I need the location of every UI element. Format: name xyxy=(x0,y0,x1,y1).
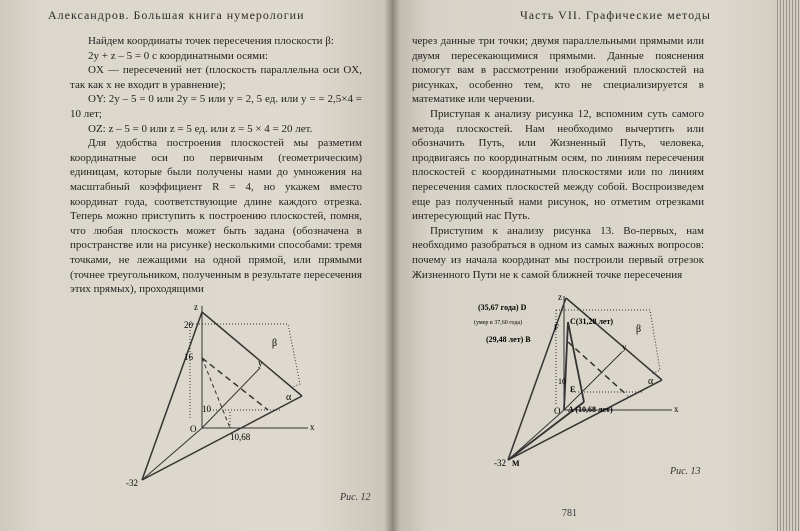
y-tick-10: 10 xyxy=(202,404,211,414)
point-c-label: C(31,28 лет) xyxy=(570,317,614,326)
right-running-head: Часть VII. Графические методы xyxy=(520,8,711,22)
paragraph: 2y + z – 5 = 0 с координатными осями: xyxy=(88,49,269,62)
paragraph: OY: 2y – 5 = 0 или 2y = 5 или y = 2, 5 ед. или y = = 2,5×4 = 10 лет; xyxy=(70,93,362,120)
book-gutter xyxy=(384,0,400,531)
left-page xyxy=(0,0,392,531)
page-number: 781 xyxy=(562,508,577,519)
figure-12 xyxy=(110,300,370,500)
y-axis-label: y xyxy=(622,342,627,352)
paragraph: Приступая к анализу рисунка 12, вспомним суть самого метода плоскостей. Нам необходимо вычертить или обозначить Путь, или Жизненный Путь, человека, продвигаясь по координатным осям, по линиям пересечения плоскостей с координатными плоскостями или по линиям пересечения самих плоскостей между собой. Воспроизведем еще раз полученный нами рисунок, но отметим отрезками интересующий нас Путь. xyxy=(412,107,704,223)
path-segment xyxy=(564,322,568,410)
alpha-label: α xyxy=(286,392,292,403)
y-axis xyxy=(564,352,622,410)
page-edges xyxy=(777,0,800,531)
z-tick-16: 16 xyxy=(184,352,193,362)
point-a-label: A (10,68 лет) xyxy=(568,405,613,414)
dashed-line xyxy=(202,358,230,428)
triangle-edge xyxy=(142,312,202,480)
paragraph: OZ: z – 5 = 0 или z = 5 ед. или z = 5 × 4 = 20 лет. xyxy=(88,122,313,135)
z-axis-label: z xyxy=(558,292,562,302)
figure-13 xyxy=(472,292,752,482)
z-axis-label: z xyxy=(194,302,198,312)
plane-beta xyxy=(190,324,300,388)
x-axis-label: x xyxy=(310,422,315,432)
point-f-label: F xyxy=(554,323,559,332)
left-running-head: Александров. Большая книга нумерологии xyxy=(48,8,305,22)
paragraph: Для удобства построения плоскостей мы разметим координатные оси по первичным (геометрическим) единицам, которые были получены нами до умножения на масштабный коэффициент R = 4, но укажем вместо координат года, соответствующие длине каждого отрезка. Теперь можно приступить к построению плоскостей, помня, что любая плоскость может быть задана (обозначена в пространстве или на рисунке) несколькими способами: тремя точками, не лежащими на одной прямой, или прямыми (точнее треугольником, полученным в результате пересечения этих прямых), проходящими xyxy=(70,137,362,296)
point-e-label: E xyxy=(570,385,576,394)
point-m-label: M xyxy=(512,459,520,468)
origin-label: O xyxy=(554,406,561,416)
y-tick-10: 10 xyxy=(558,377,566,386)
right-page xyxy=(392,0,777,531)
left-text-block xyxy=(70,34,362,297)
x-tick-1068: 10,68 xyxy=(230,432,251,442)
point-d-label: (35,67 года) D xyxy=(478,303,527,312)
figure-12-caption: Рис. 12 xyxy=(340,492,371,503)
beta-label: β xyxy=(636,324,642,335)
z-negative-label: -32 xyxy=(126,478,138,488)
paragraph: OX — пересечений нет (плоскость параллельна оси OX, так как х не входит в уравнение); xyxy=(70,64,362,91)
beta-label: β xyxy=(272,338,278,349)
z-tick-20: 20 xyxy=(184,320,193,330)
alpha-label: α xyxy=(648,376,654,387)
x-axis-label: x xyxy=(674,404,679,414)
paragraph: Приступим к анализу рисунка 13. Во-первых, нам необходимо разобраться в одном из самых важных вопросов: почему из начала координат мы построили первый отрезок Жизненного Пути не к самой ближней точке пересечения xyxy=(412,224,704,281)
death-age-note: (умер в 37,60 года) xyxy=(474,320,523,326)
origin-label: O xyxy=(190,424,197,434)
y-axis-label: y xyxy=(258,358,263,368)
z-negative-label: -32 xyxy=(494,458,506,468)
point-b-label: (29,48 лет) B xyxy=(486,335,531,344)
right-text-block xyxy=(412,34,704,282)
paragraph: Найдем координаты точек пересечения плоскости β: xyxy=(88,35,334,47)
figure-13-caption: Рис. 13 xyxy=(670,466,701,477)
triangle-edge xyxy=(202,312,302,396)
triangle-edge xyxy=(142,396,302,480)
y-axis xyxy=(202,368,260,428)
paragraph: через данные три точки; двумя параллельными прямыми или двумя пересекающимися прямыми. Данные пояснения помогут вам в рассмотрении изображений плоскостей на рисунках, особенно тем, кто не специализируется в математике или черчении. xyxy=(412,35,704,106)
